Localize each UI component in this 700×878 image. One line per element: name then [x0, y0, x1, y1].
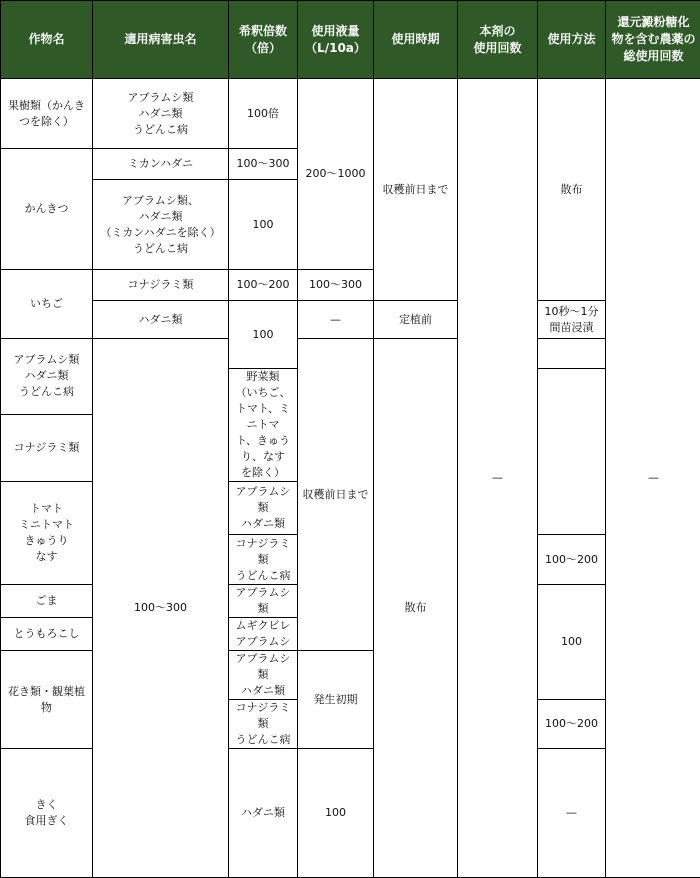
pest-cell: コナジラミ類 うどんこ病 — [229, 535, 298, 585]
pest-cell: コナジラミ類 うどんこ病 — [229, 700, 298, 749]
pest-cell: コナジラミ類 — [1, 414, 93, 481]
header-method: 使用方法 — [538, 1, 606, 79]
header-pest: 適用病害虫名 — [93, 1, 229, 79]
crop-cell: トマト ミニトマト きゅうり なす — [1, 482, 93, 585]
dilution-cell: 100〜200 — [538, 535, 606, 585]
volume-cell: 100〜300 — [93, 339, 229, 878]
pest-cell: アブラムシ類 ハダニ類 — [229, 651, 298, 700]
method-cell: 散布 — [538, 79, 606, 301]
pest-cell: ムギクビレアブラムシ — [229, 618, 298, 651]
dilution-cell: 100 — [229, 301, 298, 369]
dilution-cell: 100 — [298, 749, 374, 878]
header-dilution: 希釈倍数 （倍） — [229, 1, 298, 79]
pest-cell: アブラムシ類 ハダニ類 うどんこ病 — [93, 79, 229, 149]
method-cell: 散布 — [374, 339, 458, 878]
method-cell: 10秒〜1分 間苗浸漬 — [538, 301, 606, 339]
crop-cell: きく 食用ぎく — [1, 749, 93, 878]
total-cell: — — [606, 79, 700, 878]
dilution-cell: 100倍 — [229, 79, 298, 149]
volume-cell: 100〜300 — [298, 270, 374, 301]
pest-cell: ミカンハダニ — [93, 149, 229, 180]
header-timing: 使用時期 — [374, 1, 458, 79]
header-crop: 作物名 — [1, 1, 93, 79]
crop-cell: とうもろこし — [1, 618, 93, 651]
pest-cell: コナジラミ類 — [93, 270, 229, 301]
header-total: 還元澱粉糖化 物を含む農薬の 総使用回数 — [606, 1, 700, 79]
pest-cell: アブラムシ類 ハダニ類 — [229, 482, 298, 535]
volume-cell: 200〜1000 — [298, 79, 374, 270]
timing-cell: 収穫前日まで — [374, 79, 458, 301]
dilution-cell — [538, 369, 606, 535]
volume-cell: — — [538, 749, 606, 878]
pest-cell: アブラムシ類 ハダニ類 うどんこ病 — [1, 339, 93, 415]
header-volume: 使用液量 （L/10a） — [298, 1, 374, 79]
crop-cell: 野菜類 （いちご、 トマト、ミニトマ ト、きゅうり、なす を除く） — [229, 369, 298, 482]
times-cell: — — [458, 79, 538, 878]
pest-cell: アブラムシ類 — [229, 585, 298, 618]
crop-cell: 花き類・観葉植 物 — [1, 651, 93, 749]
volume-cell: — — [298, 301, 374, 339]
dilution-cell: 100〜200 — [229, 270, 298, 301]
dilution-cell: 100〜200 — [538, 700, 606, 749]
header-times: 本剤の 使用回数 — [458, 1, 538, 79]
dilution-cell: 100 — [538, 585, 606, 700]
dilution-cell: 100〜300 — [229, 149, 298, 180]
crop-cell: ごま — [1, 585, 93, 618]
dilution-cell: 100 — [229, 180, 298, 270]
pest-cell: ハダニ類 — [229, 749, 298, 878]
pest-cell: アブラムシ類、 ハダニ類 （ミカンハダニを除く） うどんこ病 — [93, 180, 229, 270]
timing-cell: 収穫前日まで — [298, 339, 374, 651]
pest-cell: ハダニ類 — [93, 301, 229, 339]
crop-cell: いちご — [1, 270, 93, 339]
timing-cell: 発生初期 — [298, 651, 374, 749]
crop-cell: 果樹類（かんき つを除く） — [1, 79, 93, 149]
timing-cell: 定植前 — [374, 301, 458, 339]
crop-cell: かんきつ — [1, 149, 93, 270]
